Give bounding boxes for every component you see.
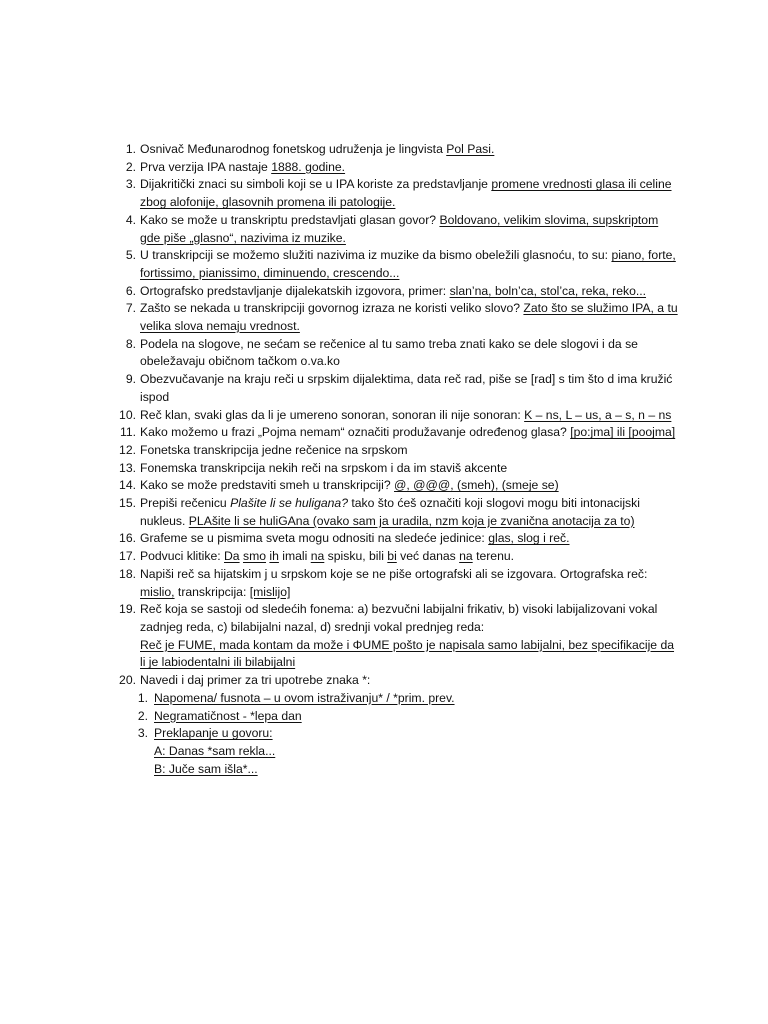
question-number: 10. bbox=[119, 407, 136, 422]
sub-item-number: 2. bbox=[137, 708, 148, 723]
question-number: 4. bbox=[125, 212, 136, 227]
question-segment: Podvuci klitike: bbox=[140, 549, 224, 564]
question-segment: Plašite li se huligana? bbox=[230, 496, 348, 511]
question-number: 17. bbox=[119, 549, 136, 564]
question-number: 19. bbox=[119, 602, 136, 617]
question-text bbox=[140, 337, 638, 369]
answer-text: K – ns, L – us, a – s, n – ns bbox=[524, 407, 672, 422]
question-text bbox=[140, 602, 674, 669]
question-text bbox=[140, 496, 640, 528]
question-segment: Obezvučavanje na kraju reči u srpskim dijalektima, data reč rad, piše se [rad] s tim što d ima kružić ispod bbox=[140, 372, 673, 404]
question-segment: već danas bbox=[396, 549, 460, 564]
question-item bbox=[108, 407, 680, 425]
question-segment: transkripcija: bbox=[174, 584, 250, 599]
answer-text: Da bbox=[224, 549, 240, 564]
sub-item-text: Napomena/ fusnota – u ovom istraživanju* / *prim. prev. bbox=[154, 690, 455, 705]
question-text bbox=[140, 160, 345, 174]
question-item bbox=[108, 176, 680, 211]
answer-text: promene vrednosti glasa ili celine zbog alofonije, glasovnih promena ili patologije. bbox=[140, 177, 672, 210]
answer-text: [mislijo] bbox=[249, 584, 291, 599]
question-segment: Prva verzija IPA nastaje bbox=[140, 159, 272, 174]
question-number: 13. bbox=[119, 460, 136, 475]
answer-text: @, @@@, (smeh), (smeje se) bbox=[394, 478, 559, 493]
question-segment: Kako se može u transkriptu predstavljati glasan govor? bbox=[140, 212, 440, 227]
answer-text: ih bbox=[269, 549, 279, 564]
question-item bbox=[108, 141, 680, 159]
answer-text: slan’na, boln’ca, stol’ca, reka, reko... bbox=[449, 283, 647, 298]
question-segment: Osnivač Međunarodnog fonetskog udruženja je lingvista bbox=[140, 142, 447, 156]
question-item bbox=[108, 442, 680, 460]
question-item bbox=[108, 601, 680, 672]
question-segment: Prepiši rečenicu bbox=[140, 496, 231, 511]
question-number: 20. bbox=[119, 673, 136, 688]
question-segment: Ortografsko predstavljanje dijalekatskih izgovora, primer: bbox=[140, 283, 450, 298]
question-text bbox=[140, 284, 646, 298]
question-segment: Podela na slogove, ne sećam se rečenice al tu samo treba znati kako se dele slogovi i da se obeležavaju običnom tačkom o.va.ko bbox=[140, 336, 638, 369]
question-item bbox=[108, 300, 680, 335]
answer-text: piano, forte, fortissimo, pianissimo, diminuendo, crescendo... bbox=[140, 248, 676, 280]
question-number: 14. bbox=[119, 478, 136, 493]
question-segment: Dijakritički znaci su simboli koji se u IPA koriste za predstavljanje bbox=[140, 177, 492, 192]
question-text bbox=[140, 478, 559, 492]
question-item bbox=[108, 477, 680, 495]
question-segment: spisku, bili bbox=[324, 549, 388, 564]
answer-text: glas, slog i reč. bbox=[488, 531, 570, 546]
question-number: 15. bbox=[119, 496, 136, 511]
question-segment: Reč koja se sastoji od sledećih fonema: a) bezvučni labijalni frikativ, b) visoki labijalizovani vokal zadnjeg reda, c) bilabijalni nazal, d) srednji vokal prednjeg reda: bbox=[140, 602, 658, 634]
sub-item-text: Preklapanje u govoru: bbox=[154, 726, 273, 741]
question-segment: Kako možemo u frazi „Pojma nemam“ označiti produžavanje određenog glasa? bbox=[140, 425, 571, 440]
answer-text: Reč je FUME, mada kontam da može i ΦUME pošto je napisala samo labijalni, bez specifikacije da li je labiodentalni ili bilabijalni bbox=[140, 637, 675, 670]
question-number: 5. bbox=[125, 248, 136, 263]
question-text bbox=[140, 425, 675, 439]
question-item bbox=[108, 460, 680, 478]
question-segment: Fonemska transkripcija nekih reči na srpskom i da im staviš akcente bbox=[140, 460, 508, 475]
question-number: 18. bbox=[119, 566, 136, 581]
question-number: 6. bbox=[125, 283, 136, 298]
dialogue-line bbox=[108, 743, 680, 761]
question-segment: Napiši reč sa hijatskim j u srpskom koje se ne piše ortografski ali se izgovara. Ortografska reč: bbox=[140, 566, 648, 581]
answer-text: [po:jma] ili [poojma] bbox=[570, 425, 676, 440]
dialogue-line bbox=[108, 761, 680, 779]
question-number: 16. bbox=[119, 531, 136, 546]
sub-item-number: 1. bbox=[137, 690, 148, 705]
question-segment: Reč klan, svaki glas da li je umereno sonoran, sonoran ili nije sonoran: bbox=[140, 407, 525, 422]
question-text bbox=[140, 461, 507, 475]
question-text bbox=[140, 248, 676, 280]
question-item bbox=[108, 247, 680, 282]
answer-text: Boldovano, velikim slovima, supskriptom gde piše „glasno“, nazivima iz muzike. bbox=[140, 212, 659, 245]
sub-list-item bbox=[108, 725, 680, 743]
sub-item-number: 3. bbox=[137, 726, 148, 741]
question-text bbox=[140, 213, 658, 245]
answer-text: mislio, bbox=[140, 584, 175, 599]
question-number: 9. bbox=[125, 372, 136, 387]
answer-text: smo bbox=[242, 549, 267, 564]
question-segment: Fonetska transkripcija jedne rečenice na srpskom bbox=[140, 442, 408, 457]
question-list bbox=[108, 141, 680, 778]
question-segment: Zašto se nekada u transkripciji govornog izraza ne koristi veliko slovo? bbox=[140, 301, 524, 316]
question-number: 2. bbox=[125, 159, 136, 174]
answer-text: 1888. godine. bbox=[271, 159, 346, 174]
sub-list bbox=[108, 690, 680, 779]
question-number: 11. bbox=[119, 425, 136, 440]
question-item bbox=[108, 495, 680, 530]
question-text bbox=[140, 443, 408, 457]
question-segment: imali bbox=[278, 549, 311, 564]
question-text bbox=[140, 372, 672, 404]
question-text bbox=[140, 301, 678, 333]
question-segment: Kako se može predstaviti smeh u transkripciji? bbox=[140, 478, 395, 493]
question-text bbox=[140, 177, 672, 209]
answer-text: Zato što se služimo IPA, a tu velika slova nemaju vrednost. bbox=[140, 301, 678, 334]
question-segment: U transkripciji se možemo služiti nazivima iz muzike da bismo obeležili glasnoću, to su: bbox=[140, 248, 612, 263]
question-segment: tako što ćeš označiti koji slogovi mogu biti intonacijski nukleus. bbox=[140, 496, 640, 528]
question-number: 12. bbox=[119, 442, 136, 457]
answer-text: Pol Pasi. bbox=[446, 142, 495, 156]
question-item bbox=[108, 530, 680, 548]
question-item bbox=[108, 371, 680, 406]
answer-text: PLAšite li se huliGAna (ovako sam ja uradila, nzm koja je zvanična anotacija za to) bbox=[188, 513, 635, 528]
sub-list-item bbox=[108, 690, 680, 708]
answer-text: na bbox=[310, 549, 325, 564]
question-number: 7. bbox=[125, 301, 136, 316]
question-segment: terenu. bbox=[472, 549, 515, 564]
question-segment: Grafeme se u pismima sveta mogu odnositi na sledeće jedinice: bbox=[140, 531, 489, 546]
question-number: 3. bbox=[125, 177, 136, 192]
answer-text: bi bbox=[387, 549, 397, 564]
answer-text: na bbox=[459, 549, 473, 564]
sub-list-item bbox=[108, 708, 680, 726]
question-item bbox=[108, 424, 680, 442]
question-text bbox=[140, 531, 570, 545]
question-number: 1. bbox=[125, 142, 136, 156]
question-text bbox=[140, 142, 494, 156]
question-text bbox=[140, 673, 370, 687]
sub-item-text: Negramatičnost - *lepa dan bbox=[154, 708, 302, 723]
question-item bbox=[108, 672, 680, 690]
question-text bbox=[140, 567, 647, 599]
question-item bbox=[108, 566, 680, 601]
dialogue-text: B: Juče sam išla*... bbox=[154, 761, 258, 776]
question-item bbox=[108, 283, 680, 301]
dialogue-text: A: Danas *sam rekla... bbox=[154, 743, 276, 758]
question-text bbox=[140, 408, 671, 422]
question-item bbox=[108, 212, 680, 247]
question-text bbox=[140, 549, 514, 563]
question-item bbox=[108, 336, 680, 371]
question-number: 8. bbox=[125, 336, 136, 351]
question-item bbox=[108, 159, 680, 177]
question-segment: Navedi i daj primer za tri upotrebe znaka *: bbox=[140, 673, 371, 688]
question-item bbox=[108, 548, 680, 566]
